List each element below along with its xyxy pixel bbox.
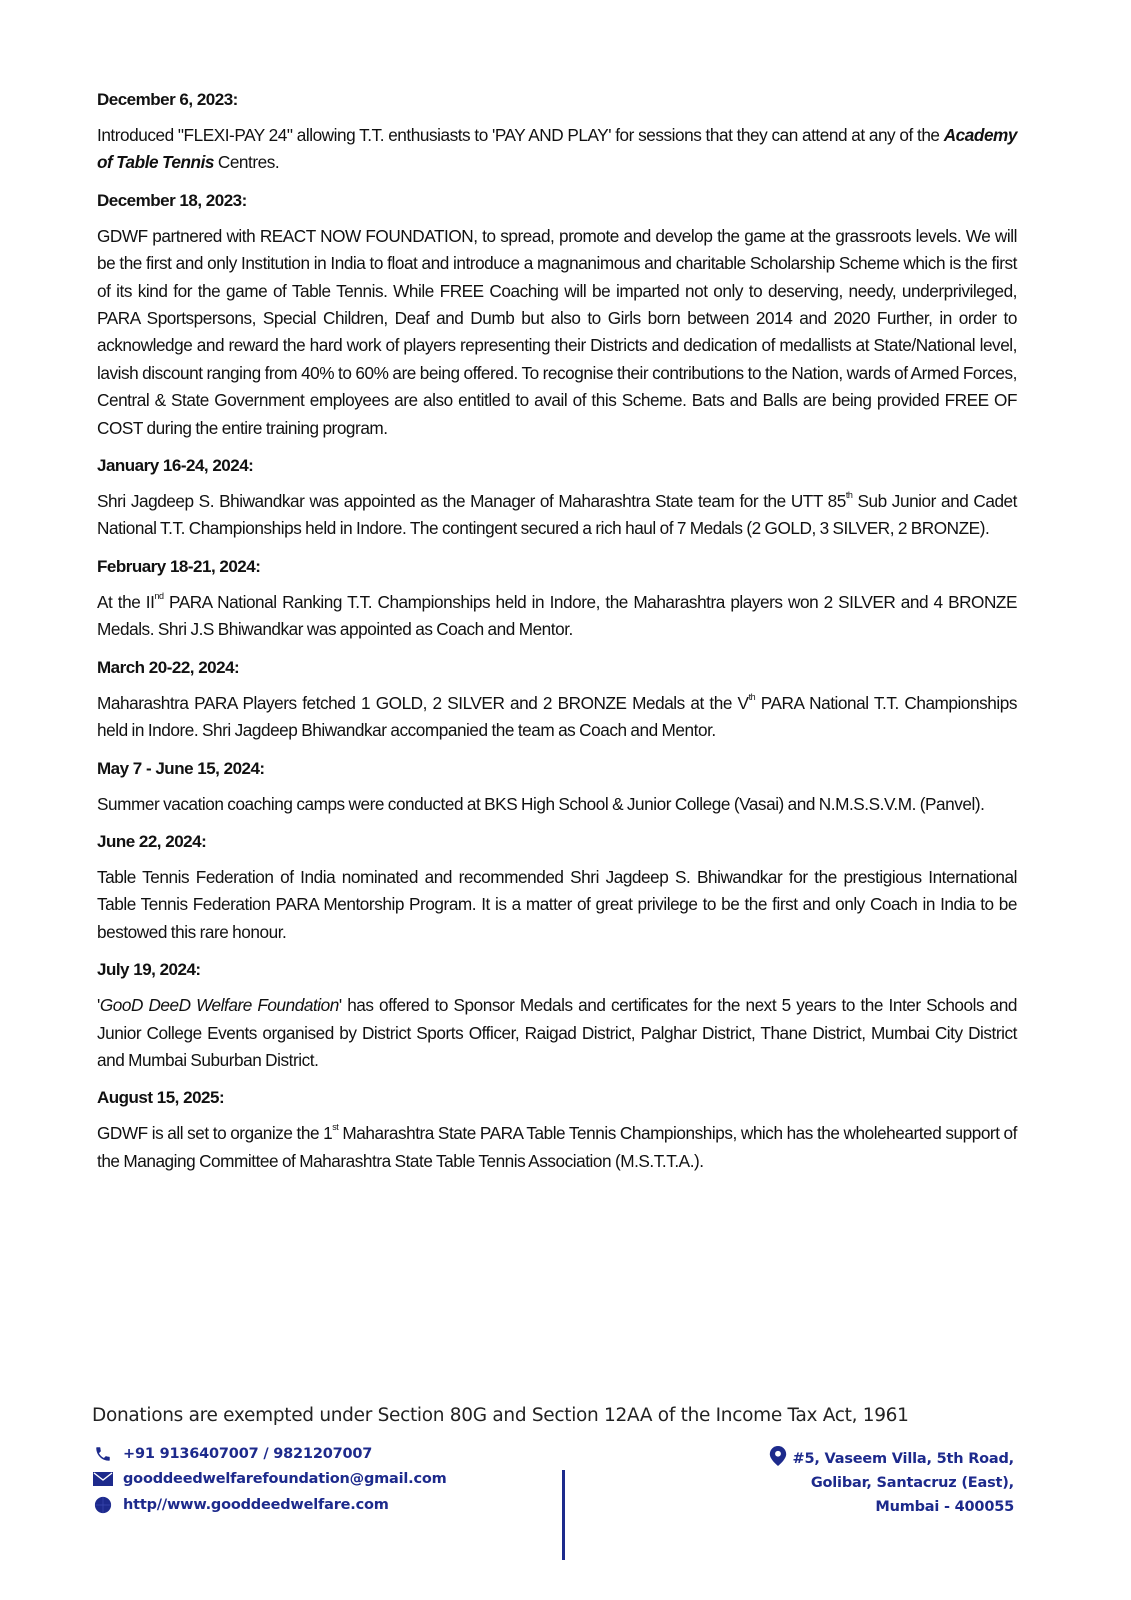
map-pin-icon (769, 1446, 787, 1466)
timeline-entry (97, 187, 1017, 442)
phone-icon (93, 1445, 113, 1463)
contact-email[interactable] (93, 1470, 447, 1488)
entry-date: December 18, 2023: (97, 190, 247, 210)
text-segment: Summer vacation coaching camps were conducted at BKS High School & Junior College (Vasai) and N.M.S.S.V.M. (Panvel). (97, 793, 985, 814)
entry-date: January 16-24, 2024: (97, 456, 254, 476)
timeline-entry (97, 553, 1017, 644)
timeline-entry (97, 86, 1017, 177)
ordinal-suffix: nd (154, 590, 164, 601)
timeline-entry (97, 956, 1017, 1074)
text-segment: ' (97, 995, 100, 1016)
postal-address (769, 1446, 1014, 1519)
text-segment: Introduced "FLEXI-PAY 24" allowing T.T. enthusiasts to 'PAY AND PLAY' for sessions that they can attend at any of the (97, 125, 944, 145)
globe-icon (93, 1496, 113, 1514)
text-segment: Centres. (214, 152, 280, 173)
text-segment: GDWF partnered with REACT NOW FOUNDATION, to spread, promote and develop the game at the grassroots levels. We will be the first and only Institution in India to float and introduce a magnanimous and charitable Scholarship Scheme which is the first of its kind for the game of Table Tennis. While FREE Coaching will be imparted not only to deserving, needy, underprivileged, PARA Sportspersons, Special Children, Deaf and Dumb but also to Girls born between 2014 and 2020 Further, in order to acknowledge and reward the hard work of players representing their Districts and dedication of medallists at State/National level, lavish discount ranging from 40% to 60% are being offered. To recognise their contributions to the Nation, wards of Armed Forces, Central & State Government employees are also entitled to avail of this Scheme. Bats and Balls are being provided FREE OF COST during the entire training program. (97, 225, 1017, 438)
entry-description (97, 864, 1017, 946)
timeline-entry (97, 1084, 1017, 1175)
entry-date: June 22, 2024: (97, 831, 207, 851)
ordinal-suffix: th (748, 691, 756, 702)
contact-website[interactable] (93, 1496, 389, 1514)
entry-description (97, 589, 1017, 644)
timeline-entry (97, 755, 1017, 818)
text-segment: Maharashtra PARA Players fetched 1 GOLD, 2 SILVER and 2 BRONZE Medals at the V (97, 692, 749, 713)
address-line-3: Mumbai - 400055 (875, 1499, 1014, 1515)
entry-description (97, 1120, 1017, 1175)
contact-phone[interactable] (93, 1445, 372, 1463)
text-segment: At the II (97, 591, 155, 612)
text-segment: GDWF is all set to organize the 1 (97, 1123, 333, 1144)
footer-divider (562, 1470, 565, 1560)
entry-date: May 7 - June 15, 2024: (97, 758, 265, 778)
email-address: gooddeedwelfarefoundation@gmail.com (123, 1471, 447, 1487)
ordinal-suffix: th (845, 490, 853, 501)
entry-date: July 19, 2024: (97, 960, 201, 980)
text-segment: Maharashtra State PARA Table Tennis Championships, which has the wholehearted support of the Managing Committee of Maharashtra State Table Tennis Association (M.S.T.T.A.). (97, 1123, 1017, 1171)
entry-description (97, 122, 1017, 177)
envelope-icon (93, 1470, 113, 1488)
entry-date: August 15, 2025: (97, 1088, 225, 1108)
entry-description (97, 992, 1017, 1074)
entry-date: December 6, 2023: (97, 90, 238, 109)
ordinal-suffix: st (332, 1122, 339, 1133)
entry-description (97, 690, 1017, 745)
timeline-document (97, 86, 1017, 1185)
entry-description (97, 488, 1017, 543)
text-segment: ' has offered to Sponsor Medals and certificates for the next 5 years to the Inter Schools and Junior College Events organised by District Sports Officer, Raigad District, Palghar District, Thane District, Mumbai City District and Mumbai Suburban District. (97, 995, 1017, 1070)
text-segment: Sub Junior and Cadet National T.T. Championships held in Indore. The contingent secured a rich haul of 7 Medals (2 GOLD, 3 SILVER, 2 BRONZE). (97, 491, 1017, 539)
text-segment: PARA National Ranking T.T. Championships held in Indore, the Maharashtra players won 2 SILVER and 4 BRONZE Medals. Shri J.S Bhiwandkar was appointed as Coach and Mentor. (97, 591, 1017, 640)
timeline-entry (97, 828, 1017, 946)
text-segment: PARA National T.T. Championships held in Indore. Shri Jagdeep Bhiwandkar accompanied the team as Coach and Mentor. (97, 692, 1017, 741)
address-line-1: #5, Vaseem Villa, 5th Road, (769, 1446, 1014, 1471)
phone-number: +91 9136407007 / 9821207007 (123, 1446, 373, 1462)
timeline-entry (97, 654, 1017, 745)
entry-description (97, 223, 1017, 442)
text-segment: Shri Jagdeep S. Bhiwandkar was appointed as the Manager of Maharashtra State team for the UTT 85 (97, 491, 846, 512)
emphasis-text: GooD DeeD Welfare Foundation (99, 995, 339, 1016)
entry-description (97, 791, 1017, 818)
entry-date: March 20-22, 2024: (97, 657, 240, 677)
address-line-2: Golibar, Santacruz (East), (810, 1475, 1014, 1491)
emphasis-text: Academy of Table Tennis (97, 125, 1017, 173)
text-segment: Table Tennis Federation of India nominated and recommended Shri Jagdeep S. Bhiwandkar for the prestigious International Table Tennis Federation PARA Mentorship Program. It is a matter of great privilege to be the first and only Coach in India to be bestowed this rare honour. (97, 866, 1017, 942)
timeline-entry (97, 452, 1017, 543)
website-url: http//www.gooddeedwelfare.com (123, 1497, 389, 1513)
donation-exemption-note: Donations are exempted under Section 80G and Section 12AA of the Income Tax Act, 1961 (92, 1405, 909, 1426)
entry-date: February 18-21, 2024: (97, 556, 261, 576)
